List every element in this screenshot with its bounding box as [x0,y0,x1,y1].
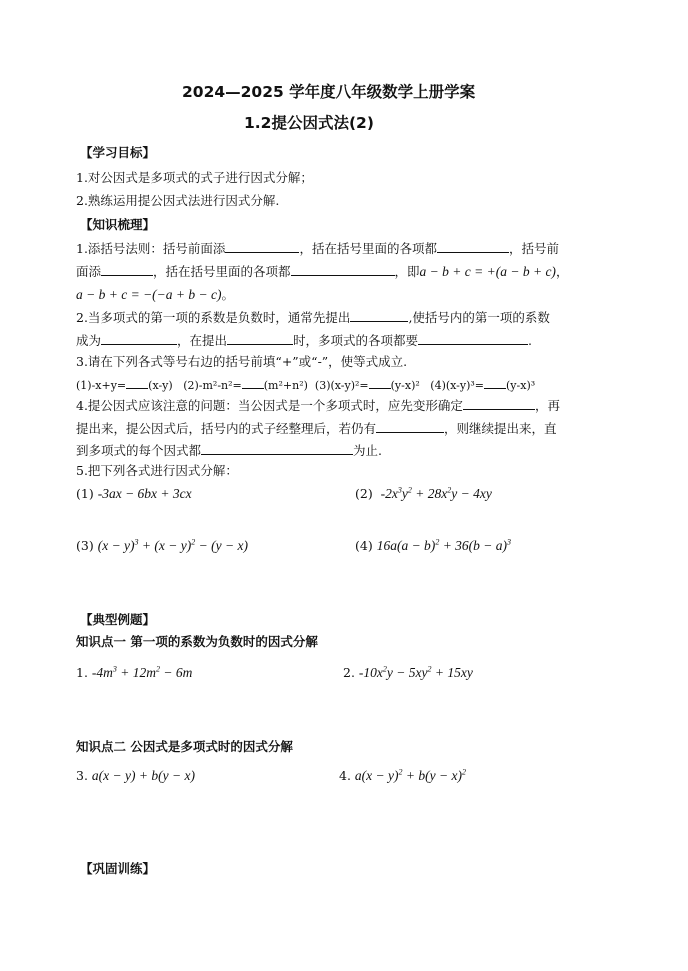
example-4: 4. $a(x - y)^2 + b(y - x)^2$ [339,767,466,783]
answer-blank[interactable] [291,263,395,276]
sign-blank[interactable] [369,376,391,389]
formula-minus-bracket: a − b + c = −(−a + b − c) [76,287,222,302]
knowledge-point-2: 知识点二 公因式是多项式时的因式分解 [76,739,293,754]
examples-heading: 【典型例题】 [80,612,156,627]
review-heading: 【知识梳理】 [80,217,156,232]
example-1: 1. $-4m^3 + 12m^2 - 6m$ [76,664,193,680]
goals-heading: 【学习目标】 [80,145,156,160]
example-3: 3. a(x − y) + b(y − x) [76,768,195,783]
sign-blank[interactable] [484,376,506,389]
review-q1-line1: 1.添括号法则：括号前面添 ，括在括号里面的各项都 ，括号前 [76,241,559,256]
answer-blank[interactable] [437,240,509,253]
review-q4-line1: 4.提公因式应该注意的问题：当公因式是一个多项式时，应先变形确定 ，再 [76,398,560,413]
review-q4-line3: 到多项式的每个因式都 为止. [76,443,382,458]
answer-blank[interactable] [101,332,177,345]
answer-blank[interactable] [225,240,299,253]
goal-item-2: 2.熟练运用提公因式法进行因式分解. [76,193,280,208]
page-title: 2024—2025 学年度八年级数学上册学案 [182,83,476,101]
review-q5-intro: 5.把下列各式进行因式分解： [76,463,238,478]
answer-blank[interactable] [376,420,444,433]
review-q3-intro: 3.请在下列各式等号右边的括号前填“+”或“-”，使等式成立. [76,354,408,369]
sign-blank[interactable] [242,376,264,389]
practice-heading: 【巩固训练】 [80,861,156,876]
example-2: 2. $-10x^2y - 5xy^2 + 15xy$ [343,664,473,680]
review-q3-items: (1)-x+y= (x-y) (2)-m²-n²= (m²+n²) (3)(x-y)²= (y-x)² (4)(x-y)³= (y-x)³ [76,376,535,394]
answer-blank[interactable] [418,332,528,345]
sign-blank[interactable] [126,376,148,389]
review-q2-line2: 成为 ，在提出 时，多项式的各项都要 . [76,333,533,348]
review-q1-line2: 面添 ，括在括号里面的各项都 ，即a − b + c = +(a − b + c)， [76,264,569,279]
review-q1-line3: a − b + c = −(−a + b − c)。 [76,287,235,302]
review-q4-line2: 提出来，提公因式后，括号内的式子经整理后，若仍有 ，则继续提出来，直 [76,421,557,436]
answer-blank[interactable] [463,397,535,410]
knowledge-point-1: 知识点一 第一项的系数为负数时的因式分解 [76,634,318,649]
goal-item-1: 1.对公因式是多项式的式子进行因式分解； [76,170,313,185]
formula-plus-bracket: a − b + c = +(a − b + c) [419,264,556,279]
review-q5-item-1: (1) -3ax − 6bx + 3cx [76,486,192,501]
answer-blank[interactable] [350,309,408,322]
answer-blank[interactable] [227,332,293,345]
lesson-subtitle: 1.2提公因式法(2) [244,114,374,132]
review-q5-item-2: (2) $-2x^3y^2 + 28x^2y - 4xy$ [355,485,492,501]
answer-blank[interactable] [201,442,353,455]
review-q5-item-3: (3) $(x - y)^3 + (x - y)^2 - (y - x)$ [76,537,248,553]
answer-blank[interactable] [101,263,153,276]
review-q5-item-4: (4) $16a(a - b)^2 + 36(b - a)^3$ [355,537,512,553]
review-q2-line1: 2.当多项式的第一项的系数是负数时，通常先提出 ,使括号内的第一项的系数 [76,310,550,325]
